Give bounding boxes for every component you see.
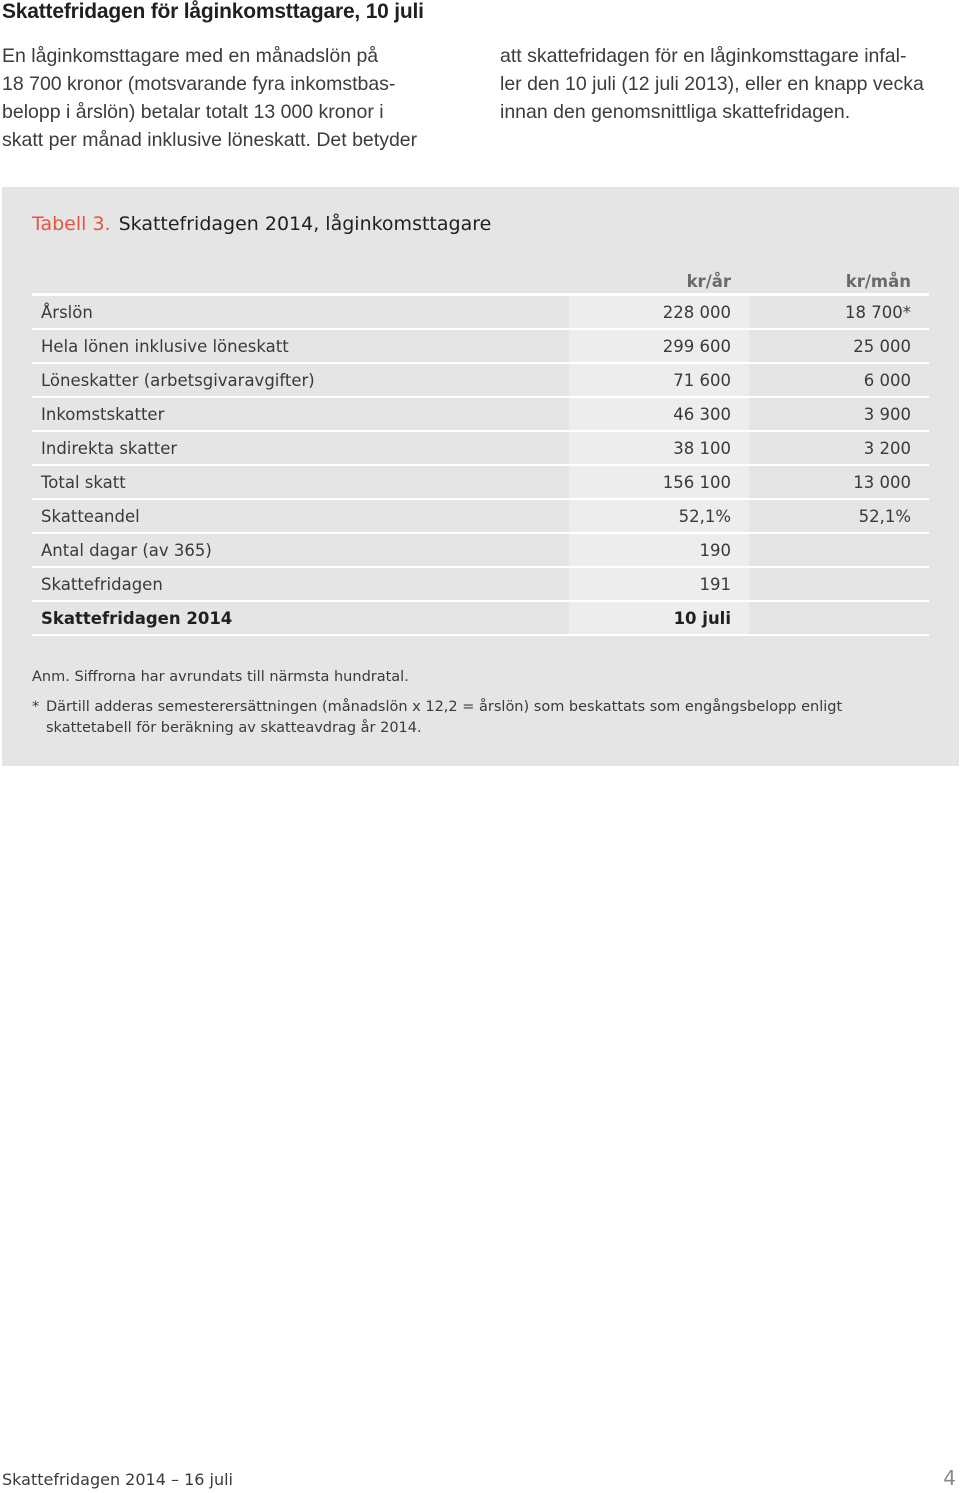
table-label: Tabell 3.	[32, 213, 111, 235]
table-row	[32, 499, 929, 533]
footnote-marker: *	[32, 699, 40, 715]
body-text-left-column	[2, 42, 462, 154]
header-per-month: kr/mån	[749, 263, 929, 295]
footnote-line-2: skattetabell för beräkning av skatteavdrag år 2014.	[46, 720, 422, 736]
footnote-line-1: Därtill adderas semesterersättningen (månadslön x 12,2 = årslön) som beskattats som engångsbelopp enligt	[46, 699, 843, 715]
row-label: Löneskatter (arbetsgivaravgifter)	[32, 363, 569, 397]
table-row	[32, 363, 929, 397]
row-value-month: 6 000	[749, 363, 929, 397]
row-value-month: 18 700*	[749, 295, 929, 330]
row-value-month: 3 200	[749, 431, 929, 465]
table-title-text: Skattefridagen 2014, låginkomsttagare	[118, 213, 492, 235]
page-heading: Skattefridagen för låginkomsttagare, 10 juli	[2, 0, 424, 23]
row-value-year: 71 600	[569, 363, 749, 397]
table-row	[32, 329, 929, 363]
table-row-result	[32, 601, 929, 635]
header-empty	[32, 263, 569, 295]
row-value-year: 10 juli	[569, 601, 749, 635]
table-row	[32, 431, 929, 465]
header-per-year: kr/år	[569, 263, 749, 295]
body-text-line: 18 700 kronor (motsvarande fyra inkomstbas-	[2, 73, 396, 95]
row-value-month: 13 000	[749, 465, 929, 499]
row-value-month: 52,1%	[749, 499, 929, 533]
table-row	[32, 295, 929, 330]
row-label: Inkomstskatter	[32, 397, 569, 431]
body-text-line: skatt per månad inklusive löneskatt. Det betyder	[2, 129, 418, 151]
row-label: Skattefridagen	[32, 567, 569, 601]
body-text-line: ler den 10 juli (12 juli 2013), eller en knapp vecka	[500, 73, 924, 95]
body-text-line: att skattefridagen för en låginkomsttagare infal-	[500, 45, 907, 67]
body-text-line: En låginkomsttagare med en månadslön på	[2, 45, 379, 67]
row-value-year: 52,1%	[569, 499, 749, 533]
row-value-year: 46 300	[569, 397, 749, 431]
table-row	[32, 567, 929, 601]
table-title	[32, 213, 491, 235]
body-text-line: belopp i årslön) betalar totalt 13 000 kronor i	[2, 101, 384, 123]
row-value-month	[749, 601, 929, 635]
row-label: Total skatt	[32, 465, 569, 499]
row-label: Indirekta skatter	[32, 431, 569, 465]
row-value-year: 190	[569, 533, 749, 567]
body-text-line: innan den genomsnittliga skattefridagen.	[500, 101, 851, 123]
row-value-month: 3 900	[749, 397, 929, 431]
body-text-right-column	[500, 42, 955, 126]
footer-running-title: Skattefridagen 2014 – 16 juli	[2, 1470, 233, 1489]
row-value-year: 299 600	[569, 329, 749, 363]
table-panel	[2, 187, 959, 766]
table-header-row	[32, 263, 929, 295]
row-label: Årslön	[32, 295, 569, 330]
row-value-year: 38 100	[569, 431, 749, 465]
table-row	[32, 465, 929, 499]
row-value-year: 228 000	[569, 295, 749, 330]
table-footnote	[32, 697, 912, 739]
page-number: 4	[943, 1466, 956, 1490]
table-row	[32, 397, 929, 431]
row-label: Hela lönen inklusive löneskatt	[32, 329, 569, 363]
row-value-month	[749, 567, 929, 601]
row-value-year: 191	[569, 567, 749, 601]
table-row	[32, 533, 929, 567]
table-note: Anm. Siffrorna har avrundats till närmsta hundratal.	[32, 669, 409, 685]
row-value-month: 25 000	[749, 329, 929, 363]
row-label: Antal dagar (av 365)	[32, 533, 569, 567]
row-label: Skatteandel	[32, 499, 569, 533]
row-value-month	[749, 533, 929, 567]
row-value-year: 156 100	[569, 465, 749, 499]
tax-table	[32, 263, 929, 636]
row-label: Skattefridagen 2014	[32, 601, 569, 635]
